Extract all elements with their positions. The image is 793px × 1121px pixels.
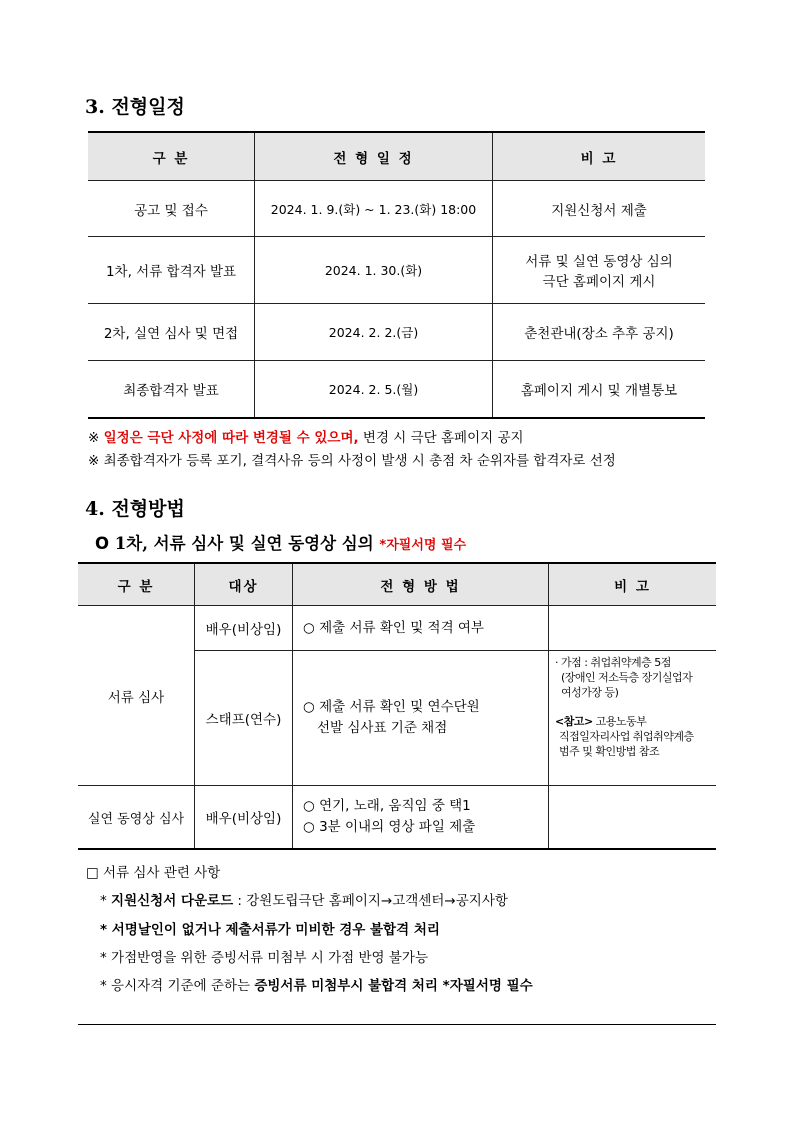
required-signature-note: *자필서명 필수 — [379, 538, 467, 553]
row-method — [293, 786, 549, 850]
row-target: 배우(비상임) — [195, 786, 293, 850]
table-row — [88, 237, 705, 304]
note-item — [100, 974, 533, 994]
note-emphasis: 지원신청서 다운로드 — [111, 893, 234, 909]
table-row — [88, 181, 705, 237]
note-item — [100, 889, 508, 909]
row-method: ○ 제출 서류 확인 및 적격 여부 — [293, 606, 549, 651]
row-remark — [493, 237, 706, 304]
bullet: * — [100, 922, 112, 938]
schedule-table — [88, 131, 705, 419]
table-row — [88, 304, 705, 361]
schedule-note-1 — [88, 426, 524, 446]
bottom-divider — [78, 1024, 716, 1025]
reference-text: 고용노동부 — [592, 715, 647, 728]
header-remark: 비 고 — [493, 132, 706, 181]
remark-line: · 가점 : 취업취약계층 5점 — [555, 656, 671, 669]
header-target: 대상 — [195, 563, 293, 606]
circle-marker: O — [95, 534, 110, 553]
remark-line: 극단 홈페이지 게시 — [542, 274, 656, 290]
row-category: 최종합격자 발표 — [88, 361, 255, 419]
row-remark — [549, 786, 717, 850]
bullet: * — [100, 978, 112, 994]
schedule-note-2: ※ 최종합격자가 등록 포기, 결격사유 등의 사정이 발생 시 총점 차 순위자를 합격자로 선정 — [88, 453, 616, 469]
note-text: 변경 시 극단 홈페이지 공지 — [358, 430, 524, 446]
row-remark: 춘천관내(장소 추후 공지) — [493, 304, 706, 361]
note-text: 가점반영을 위한 증빙서류 미첨부 시 가점 반영 불가능 — [111, 950, 428, 966]
remark-line: (장애인 저소득층 장기실업자 — [561, 671, 693, 684]
header-method: 전 형 방 법 — [293, 563, 549, 606]
row-target: 배우(비상임) — [195, 606, 293, 651]
section4-title: 4. 전형방법 — [85, 498, 185, 520]
row-remark — [549, 606, 717, 651]
row-schedule: 2024. 2. 5.(월) — [255, 361, 493, 419]
remark-line: 직접일자리사업 취업취약계층 — [559, 730, 694, 743]
remark-line: 서류 및 실연 동영상 심의 — [525, 254, 673, 270]
bullet: * — [100, 893, 112, 909]
row-target: 스태프(연수) — [195, 651, 293, 786]
subsection-title — [95, 530, 466, 554]
remark-line — [555, 714, 712, 729]
method-line: ○ 3분 이내의 영상 파일 제출 — [303, 819, 476, 835]
header-category: 구 분 — [88, 132, 255, 181]
note-item — [100, 918, 440, 938]
header-remark: 비 고 — [549, 563, 717, 606]
note-text: : 강원도립극단 홈페이지→고객센터→공지사항 — [233, 893, 508, 909]
bullet: * — [100, 950, 112, 966]
reference-label: <참고> — [555, 715, 593, 728]
method-line: ○ 연기, 노래, 움직임 중 택1 — [303, 798, 471, 814]
row-category: 2차, 실연 심사 및 면접 — [88, 304, 255, 361]
subsection-text: 1차, 서류 심사 및 실연 동영상 심의 — [109, 534, 380, 553]
remark-line: 범주 및 확인방법 참조 — [559, 745, 660, 758]
table-row — [78, 786, 716, 850]
row-method — [293, 651, 549, 786]
note-text: 응시자격 기준에 준하는 — [111, 978, 255, 994]
section3-title: 3. 전형일정 — [85, 96, 185, 118]
note-emphasis: 일정은 극단 사정에 따라 변경될 수 있으며, — [103, 430, 359, 446]
method-line: 선발 심사표 기준 채점 — [317, 720, 448, 736]
note-emphasis: 증빙서류 미첨부시 불합격 처리 *자필서명 필수 — [254, 978, 533, 994]
note-item — [100, 946, 428, 966]
table-row — [88, 361, 705, 419]
row-schedule: 2024. 2. 2.(금) — [255, 304, 493, 361]
row-category: 1차, 서류 합격자 발표 — [88, 237, 255, 304]
method-table — [78, 562, 716, 850]
row-schedule: 2024. 1. 9.(화) ~ 1. 23.(화) 18:00 — [255, 181, 493, 237]
note-prefix: ※ — [88, 430, 104, 446]
row-remark: 지원신청서 제출 — [493, 181, 706, 237]
table-row — [78, 606, 716, 651]
row-category: 공고 및 접수 — [88, 181, 255, 237]
note-text: 서명날인이 없거나 제출서류가 미비한 경우 불합격 처리 — [111, 922, 440, 938]
header-schedule: 전 형 일 정 — [255, 132, 493, 181]
remark-line: 여성가장 등) — [561, 686, 619, 699]
header-category: 구 분 — [78, 563, 195, 606]
row-remark — [549, 651, 717, 786]
notes-title: □ 서류 심사 관련 사항 — [86, 865, 221, 881]
row-remark: 홈페이지 게시 및 개별통보 — [493, 361, 706, 419]
doc-review-category: 서류 심사 — [78, 606, 195, 786]
row-schedule: 2024. 1. 30.(화) — [255, 237, 493, 304]
video-review-category: 실연 동영상 심사 — [78, 786, 195, 850]
method-line: ○ 제출 서류 확인 및 연수단원 — [303, 699, 480, 715]
